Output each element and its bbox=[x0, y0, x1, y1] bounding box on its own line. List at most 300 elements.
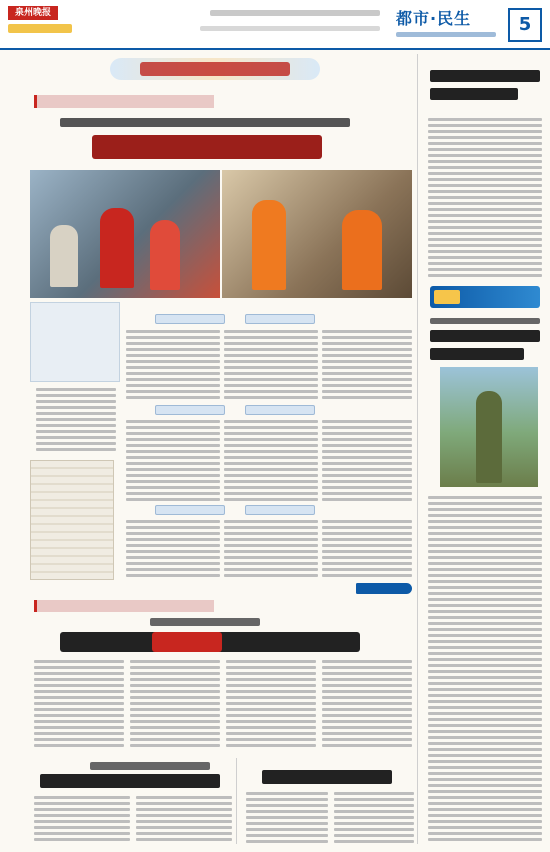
text-line bbox=[126, 420, 220, 423]
text-line bbox=[428, 238, 542, 241]
text-line bbox=[246, 810, 328, 813]
text-line bbox=[428, 778, 542, 781]
text-line bbox=[126, 526, 220, 529]
text-line bbox=[34, 732, 124, 735]
text-line bbox=[224, 348, 318, 351]
section-tag bbox=[245, 405, 315, 415]
text-line bbox=[322, 738, 412, 741]
text-line bbox=[322, 562, 412, 565]
text-line bbox=[428, 532, 542, 535]
text-line bbox=[334, 834, 414, 837]
text-line bbox=[428, 838, 542, 841]
text-line bbox=[246, 822, 328, 825]
text-line bbox=[246, 828, 328, 831]
text-line bbox=[428, 196, 542, 199]
text-line bbox=[322, 574, 412, 577]
text-line bbox=[428, 214, 542, 217]
text-line bbox=[428, 652, 542, 655]
text-line bbox=[36, 436, 116, 439]
text-line bbox=[428, 736, 542, 739]
text-line bbox=[428, 226, 542, 229]
text-line bbox=[322, 538, 412, 541]
text-line bbox=[322, 366, 412, 369]
text-line bbox=[428, 598, 542, 601]
text-line bbox=[34, 820, 130, 823]
text-line bbox=[34, 708, 124, 711]
text-line bbox=[126, 520, 220, 523]
text-line bbox=[226, 732, 316, 735]
text-line bbox=[428, 244, 542, 247]
text-line bbox=[126, 568, 220, 571]
text-line bbox=[428, 520, 542, 523]
text-line bbox=[322, 378, 412, 381]
section-title: 都市·民生 bbox=[396, 9, 472, 28]
text-line bbox=[136, 838, 232, 841]
feature-headline bbox=[92, 135, 322, 159]
text-line bbox=[428, 184, 542, 187]
masthead-contact-line bbox=[200, 26, 380, 31]
text-line bbox=[224, 532, 318, 535]
text-line bbox=[224, 544, 318, 547]
text-line bbox=[126, 360, 220, 363]
text-line bbox=[428, 190, 542, 193]
feature-kicker bbox=[34, 95, 214, 108]
text-line bbox=[224, 438, 318, 441]
text-line bbox=[36, 412, 116, 415]
text-line bbox=[36, 442, 116, 445]
text-line bbox=[428, 220, 542, 223]
text-line bbox=[136, 808, 232, 811]
text-line bbox=[136, 820, 232, 823]
text-line bbox=[34, 720, 124, 723]
text-line bbox=[126, 468, 220, 471]
text-line bbox=[224, 562, 318, 565]
text-line bbox=[428, 796, 542, 799]
text-line bbox=[322, 696, 412, 699]
text-line bbox=[428, 640, 542, 643]
text-line bbox=[428, 832, 542, 835]
text-line bbox=[322, 520, 412, 523]
text-line bbox=[428, 802, 542, 805]
text-line bbox=[322, 720, 412, 723]
text-line bbox=[224, 360, 318, 363]
text-line bbox=[126, 390, 220, 393]
text-line bbox=[322, 474, 412, 477]
section-tag bbox=[155, 405, 225, 415]
text-line bbox=[130, 690, 220, 693]
text-line bbox=[322, 384, 412, 387]
text-line bbox=[322, 744, 412, 747]
text-line bbox=[428, 130, 542, 133]
text-line bbox=[428, 664, 542, 667]
text-line bbox=[226, 702, 316, 705]
bottom-right-headline bbox=[262, 770, 392, 784]
text-line bbox=[226, 666, 316, 669]
text-line bbox=[226, 684, 316, 687]
text-line bbox=[428, 688, 542, 691]
text-line bbox=[322, 672, 412, 675]
right-headline-1 bbox=[430, 70, 540, 106]
text-line bbox=[322, 684, 412, 687]
text-line bbox=[246, 840, 328, 843]
text-line bbox=[334, 816, 414, 819]
text-line bbox=[428, 742, 542, 745]
text-line bbox=[322, 732, 412, 735]
text-line bbox=[36, 388, 116, 391]
text-line bbox=[322, 556, 412, 559]
text-line bbox=[34, 726, 124, 729]
text-line bbox=[428, 202, 542, 205]
text-line bbox=[322, 438, 412, 441]
newspaper-thumbnail bbox=[30, 460, 114, 580]
column-divider bbox=[417, 54, 418, 844]
text-line bbox=[224, 492, 318, 495]
text-line bbox=[34, 678, 124, 681]
text-line bbox=[322, 390, 412, 393]
text-line bbox=[428, 820, 542, 823]
text-line bbox=[36, 448, 116, 451]
text-line bbox=[36, 394, 116, 397]
text-line bbox=[428, 604, 542, 607]
text-line bbox=[246, 816, 328, 819]
text-line bbox=[224, 390, 318, 393]
text-line bbox=[428, 568, 542, 571]
feature-photo-right bbox=[222, 170, 412, 298]
text-line bbox=[334, 804, 414, 807]
text-line bbox=[428, 262, 542, 265]
text-line bbox=[322, 444, 412, 447]
text-line bbox=[428, 670, 542, 673]
text-line bbox=[428, 580, 542, 583]
text-line bbox=[322, 360, 412, 363]
section-tag bbox=[245, 314, 315, 324]
text-line bbox=[428, 544, 542, 547]
section-tag bbox=[155, 505, 225, 515]
text-line bbox=[136, 826, 232, 829]
text-line bbox=[126, 354, 220, 357]
text-line bbox=[34, 660, 124, 663]
text-line bbox=[126, 456, 220, 459]
text-line bbox=[226, 726, 316, 729]
text-line bbox=[34, 796, 130, 799]
text-line bbox=[126, 462, 220, 465]
text-line bbox=[428, 562, 542, 565]
text-line bbox=[322, 708, 412, 711]
text-line bbox=[322, 330, 412, 333]
text-line bbox=[322, 348, 412, 351]
text-line bbox=[428, 502, 542, 505]
text-line bbox=[34, 808, 130, 811]
text-line bbox=[34, 672, 124, 675]
text-line bbox=[126, 474, 220, 477]
text-line bbox=[34, 838, 130, 841]
text-line bbox=[224, 526, 318, 529]
text-line bbox=[246, 834, 328, 837]
feature-photo-left bbox=[30, 170, 220, 298]
text-line bbox=[34, 696, 124, 699]
text-line bbox=[224, 342, 318, 345]
text-line bbox=[130, 738, 220, 741]
text-line bbox=[226, 678, 316, 681]
text-line bbox=[322, 690, 412, 693]
campaign-banner bbox=[110, 58, 320, 80]
text-line bbox=[226, 720, 316, 723]
text-line bbox=[322, 342, 412, 345]
text-line bbox=[136, 814, 232, 817]
text-line bbox=[224, 480, 318, 483]
text-line bbox=[428, 268, 542, 271]
section-tag bbox=[155, 314, 225, 324]
text-line bbox=[322, 498, 412, 501]
text-line bbox=[428, 136, 542, 139]
text-line bbox=[246, 792, 328, 795]
text-line bbox=[428, 658, 542, 661]
text-line bbox=[428, 646, 542, 649]
text-line bbox=[34, 744, 124, 747]
text-line bbox=[428, 526, 542, 529]
page-number: 5 bbox=[508, 8, 542, 42]
text-line bbox=[428, 232, 542, 235]
text-line bbox=[428, 826, 542, 829]
text-line bbox=[130, 714, 220, 717]
text-line bbox=[130, 684, 220, 687]
text-line bbox=[428, 634, 542, 637]
text-line bbox=[126, 366, 220, 369]
article2-kicker bbox=[34, 600, 214, 612]
text-line bbox=[130, 720, 220, 723]
continued-tag bbox=[356, 583, 412, 594]
article2-headline-accent bbox=[152, 632, 222, 652]
text-line bbox=[126, 426, 220, 429]
text-line bbox=[126, 342, 220, 345]
text-line bbox=[322, 492, 412, 495]
bottom-divider bbox=[236, 758, 237, 844]
text-line bbox=[226, 708, 316, 711]
text-line bbox=[34, 714, 124, 717]
text-line bbox=[428, 160, 542, 163]
text-line bbox=[126, 372, 220, 375]
text-line bbox=[130, 666, 220, 669]
text-line bbox=[428, 538, 542, 541]
text-line bbox=[126, 574, 220, 577]
text-line bbox=[428, 754, 542, 757]
text-line bbox=[322, 432, 412, 435]
text-line bbox=[428, 274, 542, 277]
text-line bbox=[224, 330, 318, 333]
text-line bbox=[322, 726, 412, 729]
text-line bbox=[428, 172, 542, 175]
text-line bbox=[322, 396, 412, 399]
text-line bbox=[224, 450, 318, 453]
text-line bbox=[34, 814, 130, 817]
section-subtitle bbox=[396, 32, 496, 37]
text-line bbox=[126, 544, 220, 547]
text-line bbox=[130, 678, 220, 681]
text-line bbox=[322, 420, 412, 423]
campaign-banner-text bbox=[140, 62, 290, 76]
text-line bbox=[126, 532, 220, 535]
text-line bbox=[126, 550, 220, 553]
text-line bbox=[322, 336, 412, 339]
text-line bbox=[126, 492, 220, 495]
text-line bbox=[224, 574, 318, 577]
text-line bbox=[130, 672, 220, 675]
text-line bbox=[428, 142, 542, 145]
text-line bbox=[428, 790, 542, 793]
text-line bbox=[428, 574, 542, 577]
text-line bbox=[126, 432, 220, 435]
text-line bbox=[322, 426, 412, 429]
text-line bbox=[334, 828, 414, 831]
text-line bbox=[36, 406, 116, 409]
text-line bbox=[224, 486, 318, 489]
masthead bbox=[0, 0, 550, 50]
text-line bbox=[322, 532, 412, 535]
text-line bbox=[126, 498, 220, 501]
text-line bbox=[428, 610, 542, 613]
text-line bbox=[126, 330, 220, 333]
text-line bbox=[34, 826, 130, 829]
text-line bbox=[322, 486, 412, 489]
text-line bbox=[224, 384, 318, 387]
text-line bbox=[36, 400, 116, 403]
text-line bbox=[130, 696, 220, 699]
text-line bbox=[36, 430, 116, 433]
text-line bbox=[322, 660, 412, 663]
text-line bbox=[428, 808, 542, 811]
text-line bbox=[428, 814, 542, 817]
text-line bbox=[126, 450, 220, 453]
text-line bbox=[136, 832, 232, 835]
text-line bbox=[136, 796, 232, 799]
text-line bbox=[322, 526, 412, 529]
text-line bbox=[126, 562, 220, 565]
text-line bbox=[428, 124, 542, 127]
newspaper-logo: 泉州晚报 bbox=[8, 6, 58, 20]
text-line bbox=[428, 508, 542, 511]
text-line bbox=[224, 378, 318, 381]
text-line bbox=[126, 378, 220, 381]
text-line bbox=[334, 792, 414, 795]
text-line bbox=[224, 468, 318, 471]
text-line bbox=[428, 730, 542, 733]
soldier-photo bbox=[440, 367, 538, 487]
text-line bbox=[428, 154, 542, 157]
text-line bbox=[428, 118, 542, 121]
text-line bbox=[428, 550, 542, 553]
text-line bbox=[334, 840, 414, 843]
text-line bbox=[322, 450, 412, 453]
text-line bbox=[322, 702, 412, 705]
text-line bbox=[34, 802, 130, 805]
text-line bbox=[226, 738, 316, 741]
text-line bbox=[428, 712, 542, 715]
text-line bbox=[126, 486, 220, 489]
text-line bbox=[34, 738, 124, 741]
text-line bbox=[136, 802, 232, 805]
text-line bbox=[224, 538, 318, 541]
text-line bbox=[224, 568, 318, 571]
text-line bbox=[36, 424, 116, 427]
text-line bbox=[224, 556, 318, 559]
text-line bbox=[224, 426, 318, 429]
text-line bbox=[130, 660, 220, 663]
feature-subheadline bbox=[60, 118, 350, 127]
text-line bbox=[224, 474, 318, 477]
text-line bbox=[126, 396, 220, 399]
text-line bbox=[428, 514, 542, 517]
text-line bbox=[322, 468, 412, 471]
text-line bbox=[126, 348, 220, 351]
article2-subheadline bbox=[150, 618, 260, 626]
text-line bbox=[226, 672, 316, 675]
text-line bbox=[246, 798, 328, 801]
bottom-left-subheadline bbox=[90, 762, 210, 770]
text-line bbox=[226, 744, 316, 747]
text-line bbox=[428, 622, 542, 625]
text-line bbox=[428, 166, 542, 169]
text-line bbox=[322, 354, 412, 357]
text-line bbox=[322, 372, 412, 375]
text-line bbox=[224, 420, 318, 423]
text-line bbox=[428, 628, 542, 631]
text-line bbox=[130, 708, 220, 711]
text-line bbox=[224, 520, 318, 523]
text-line bbox=[322, 462, 412, 465]
text-line bbox=[224, 336, 318, 339]
text-line bbox=[428, 208, 542, 211]
text-line bbox=[428, 766, 542, 769]
text-line bbox=[130, 732, 220, 735]
text-line bbox=[322, 550, 412, 553]
text-line bbox=[224, 444, 318, 447]
bottom-left-headline bbox=[40, 774, 220, 788]
text-line bbox=[322, 666, 412, 669]
text-line bbox=[428, 718, 542, 721]
text-line bbox=[226, 714, 316, 717]
text-line bbox=[428, 592, 542, 595]
text-line bbox=[226, 660, 316, 663]
text-line bbox=[428, 748, 542, 751]
text-line bbox=[224, 550, 318, 553]
text-line bbox=[224, 462, 318, 465]
text-line bbox=[226, 690, 316, 693]
right-headline-2 bbox=[430, 318, 540, 362]
right-section-badge bbox=[430, 286, 540, 308]
text-line bbox=[322, 678, 412, 681]
text-line bbox=[428, 706, 542, 709]
text-line bbox=[428, 700, 542, 703]
text-line bbox=[126, 538, 220, 541]
masthead-info-line bbox=[210, 10, 380, 16]
text-line bbox=[224, 366, 318, 369]
text-line bbox=[34, 690, 124, 693]
text-line bbox=[428, 148, 542, 151]
text-line bbox=[126, 556, 220, 559]
text-line bbox=[130, 744, 220, 747]
text-line bbox=[428, 556, 542, 559]
text-line bbox=[224, 372, 318, 375]
text-line bbox=[126, 336, 220, 339]
text-line bbox=[428, 772, 542, 775]
text-line bbox=[224, 354, 318, 357]
text-line bbox=[34, 666, 124, 669]
text-line bbox=[34, 702, 124, 705]
text-line bbox=[428, 250, 542, 253]
section-tag bbox=[245, 505, 315, 515]
text-line bbox=[334, 810, 414, 813]
text-line bbox=[322, 544, 412, 547]
